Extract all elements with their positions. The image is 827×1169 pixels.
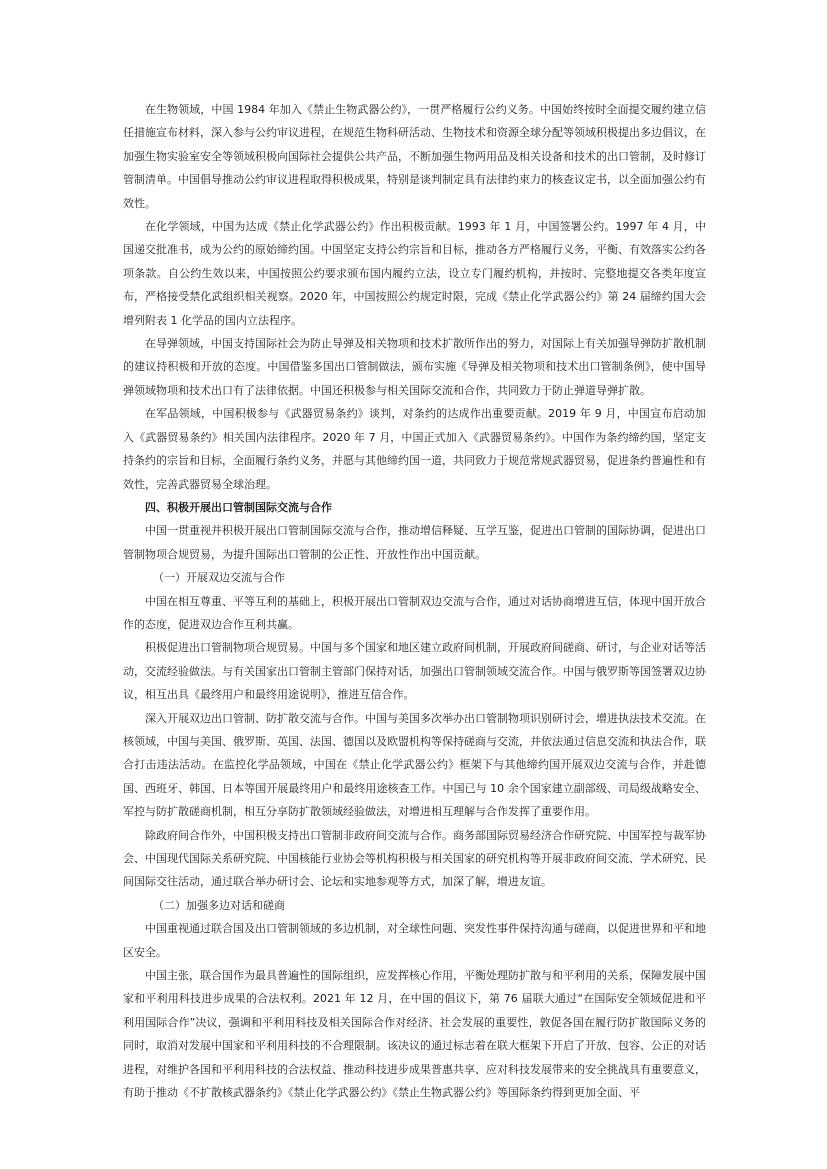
paragraph-biological: 在生物领域，中国 1984 年加入《禁止生物武器公约》，一贯严格履行公约义务。中国始终按时全面提交履约建立信任措施宣布材料，深入参与公约审议进程，在规范生物科研活动、生物技术和资源全球分配等领域积极提出多边倡议，在加强生物实验室安全等领域积极向国际社会提供公共产品，不断加强生物两用品及相关设备和技术的出口管制，及时修订管制清单。中国倡导推动公约审议进程取得积极成果，特别是谈判制定具有法律约束力的核查议定书，以全面加强公约有效性。 [123,103,706,210]
paragraph-non-governmental: 除政府间合作外，中国积极支持出口管制非政府间交流与合作。商务部国际贸易经济合作研究院、中国军控与裁军协会、中国现代国际关系研究院、中国核能行业协会等机构积极与相关国家的研究机构等开展非政府间交流、学术研究、民间国际交往活动，通过联合举办研讨会、论坛和实地参观等方式，加深了解，增进友谊。 [123,828,706,889]
paragraph-multilateral-intro: 中国重视通过联合国及出口管制领域的多边机制，对全球性问题、突发性事件保持沟通与磋商，以促进世界和平和地区安全。 [123,922,706,959]
paragraph-section-intro: 中国一贯重视并积极开展出口管制国际交流与合作，推动增信释疑、互学互鉴，促进出口管制的国际协调，促进出口管制物项合规贸易，为提升国际出口管制的公正性、开放性作出中国贡献。 [123,524,706,561]
paragraph-un-resolution: 中国主张，联合国作为最具普遍性的国际组织，应发挥核心作用，平衡处理防扩散与和平利用的关系，保障发展中国家和平利用科技进步成果的合法权利。2021 年 12 月，在中国的倡议下，第 76 届联大通过“在国际安全领域促进和平利用国际合作”决议，强调和平利用科技及相关国际合作对经济、社会发展的重要性，敦促各国在履行防扩散国际义务的同时，取消对发展中国家和平利用科技的不合理限制。该决议的通过标志着在联大框架下开启了开放、包容、公正的对话进程，对维护各国和平利用科技的合法权益、推动科技进步成果普惠共享、应对科技发展带来的安全挑战具有重要意义，有助于推动《不扩散核武器条约》《禁止化学武器公约》《禁止生物武器公约》等国际条约得到更加全面、平 [123,969,706,1100]
paragraph-bilateral-intro: 中国在相互尊重、平等互利的基础上，积极开展出口管制双边交流与合作，通过对话协商增进互信，体现中国开放合作的态度，促进双边合作互利共赢。 [123,594,706,631]
section-heading: 四、积极开展出口管制国际交流与合作 [145,500,332,514]
paragraph-missile: 在导弹领域，中国支持国际社会为防止导弹及相关物项和技术扩散所作出的努力，对国际上有关加强导弹防扩散机制的建议持积极和开放的态度。中国借鉴多国出口管制做法，颁布实施《导弹及相关物项和技术出口管制条例》，使中国导弹领域物项和技术出口有了法律依据。中国还积极参与相关国际交流和合作，共同致力于防止弹道导弹扩散。 [123,337,706,397]
paragraph-chemical: 在化学领域，中国为达成《禁止化学武器公约》作出积极贡献。1993 年 1 月，中国签署公约。1997 年 4 月，中国递交批准书，成为公约的原始缔约国。中国坚定支持公约宗旨和目标，推动各方严格履行义务，平衡、有效落实公约各项条款。自公约生效以来，中国按照公约要求颁布国内履约立法，设立专门履约机构，并按时、完整地提交各类年度宣布，严格接受禁化武组织相关视察。2020 年，中国按照公约规定时限，完成《禁止化学武器公约》第 24 届缔约国大会增列附表 1 化学品的国内立法程序。 [123,220,706,327]
paragraph-arms-trade: 在军品领域，中国积极参与《武器贸易条约》谈判，对条约的达成作出重要贡献。2019 年 9 月，中国宣布启动加入《武器贸易条约》相关国内法律程序。2020 年 7 月，中国正式加入《武器贸易条约》。中国作为条约缔约国，坚定支持条约的宗旨和目标，全面履行条约义务，并愿与其他缔约国一道，共同致力于规范常规武器贸易，促进条约普遍性和有效性，完善武器贸易全球治理。 [123,407,706,491]
subheading-multilateral: （二）加强多边对话和磋商 [153,898,285,912]
subheading-bilateral: （一）开展双边交流与合作 [153,571,285,585]
document-page [123,98,706,1104]
paragraph-bilateral-exchange: 深入开展双边出口管制、防扩散交流与合作。中国与美国多次举办出口管制物项识别研讨会，增进执法技术交流。在核领域，中国与美国、俄罗斯、英国、法国、德国以及欧盟机构等保持磋商与交流，并依法通过信息交流和执法合作，联合打击违法活动。在监控化学品领域，中国在《禁止化学武器公约》框架下与其他缔约国开展双边交流与合作，并赴德国、西班牙、韩国、日本等国开展最终用户和最终用途核查工作。中国已与 10 余个国家建立副部级、司局级战略安全、军控与防扩散磋商机制，相互分享防扩散领域经验做法，对增进相互理解与合作发挥了重要作用。 [123,711,706,819]
paragraph-compliant-trade: 积极促进出口管制物项合规贸易。中国与多个国家和地区建立政府间机制，开展政府间磋商、研讨，与企业对话等活动，交流经验做法。与有关国家出口管制主管部门保持对话，加强出口管制领域交流合作。中国与俄罗斯等国签署双边协议，相互出具《最终用户和最终用途说明》，推进互信合作。 [123,641,706,702]
